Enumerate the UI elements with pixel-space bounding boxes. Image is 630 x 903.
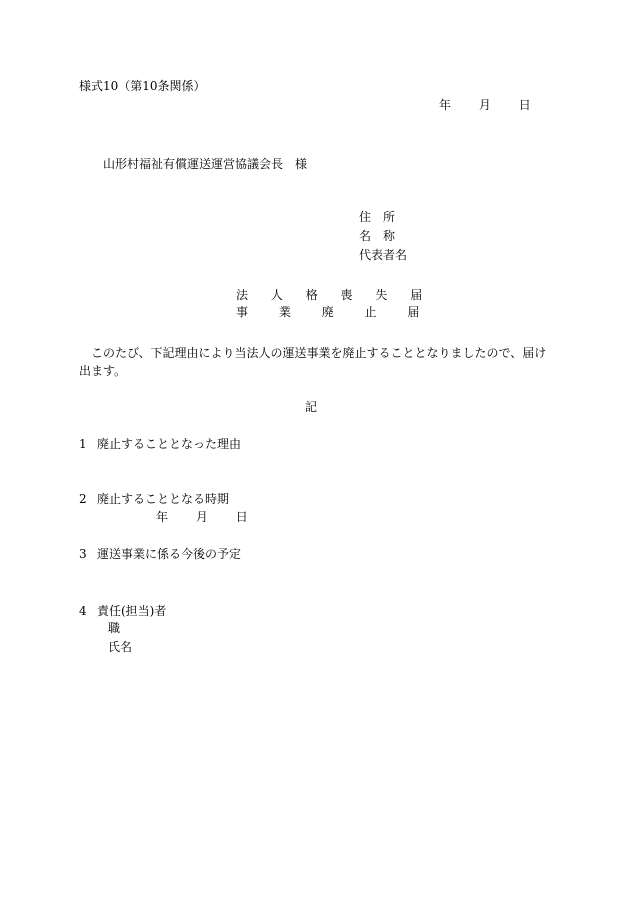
title1-char: 人 xyxy=(270,288,283,302)
item-text: 運送事業に係る今後の予定 xyxy=(97,547,242,561)
document-title-line2 xyxy=(236,306,419,318)
item-text: 廃止することとなる時期 xyxy=(97,492,230,506)
item-number: 1 xyxy=(79,437,87,451)
date-month-label: 月 xyxy=(195,510,208,524)
title2-char: 事 xyxy=(236,305,249,319)
item-text: 責任(担当)者 xyxy=(97,604,167,618)
applicant-name-label: 名 称 xyxy=(359,229,396,243)
date-year-label: 年 xyxy=(156,510,169,524)
body-paragraph: このたび、下記理由により当法人の運送事業を廃止することとなりましたので、届け出ます。 xyxy=(79,346,547,378)
submission-date xyxy=(439,99,531,111)
title2-char: 業 xyxy=(278,305,291,319)
item-text: 廃止することとなった理由 xyxy=(97,437,242,451)
applicant-address-label: 住 所 xyxy=(359,210,396,224)
item-2 xyxy=(79,493,229,505)
item-number: 4 xyxy=(79,604,87,618)
title1-char: 喪 xyxy=(340,288,353,302)
form-number: 様式10（第10条関係） xyxy=(79,79,206,93)
title1-char: 失 xyxy=(375,288,388,302)
abolition-date xyxy=(156,511,248,523)
item-3 xyxy=(79,548,241,560)
applicant-representative-label: 代表者名 xyxy=(359,248,408,262)
item-1 xyxy=(79,438,241,450)
addressee: 山形村福祉有償運送運営協議会長 様 xyxy=(103,157,308,171)
item-number: 2 xyxy=(79,492,87,506)
title1-char: 格 xyxy=(305,288,318,302)
item-number: 3 xyxy=(79,547,87,561)
document-title-line1 xyxy=(236,289,422,301)
title2-char: 届 xyxy=(407,305,420,319)
date-year-label: 年 xyxy=(439,98,452,112)
title2-char: 止 xyxy=(364,305,377,319)
date-month-label: 月 xyxy=(478,98,491,112)
title1-char: 法 xyxy=(236,288,249,302)
item-4 xyxy=(79,605,166,617)
responsible-position-label: 職 xyxy=(108,621,121,635)
responsible-name-label: 氏名 xyxy=(108,640,133,654)
ki-heading: 記 xyxy=(305,400,318,414)
title1-char: 届 xyxy=(410,288,423,302)
date-day-label: 日 xyxy=(235,510,248,524)
date-day-label: 日 xyxy=(518,98,531,112)
title2-char: 廃 xyxy=(321,305,334,319)
